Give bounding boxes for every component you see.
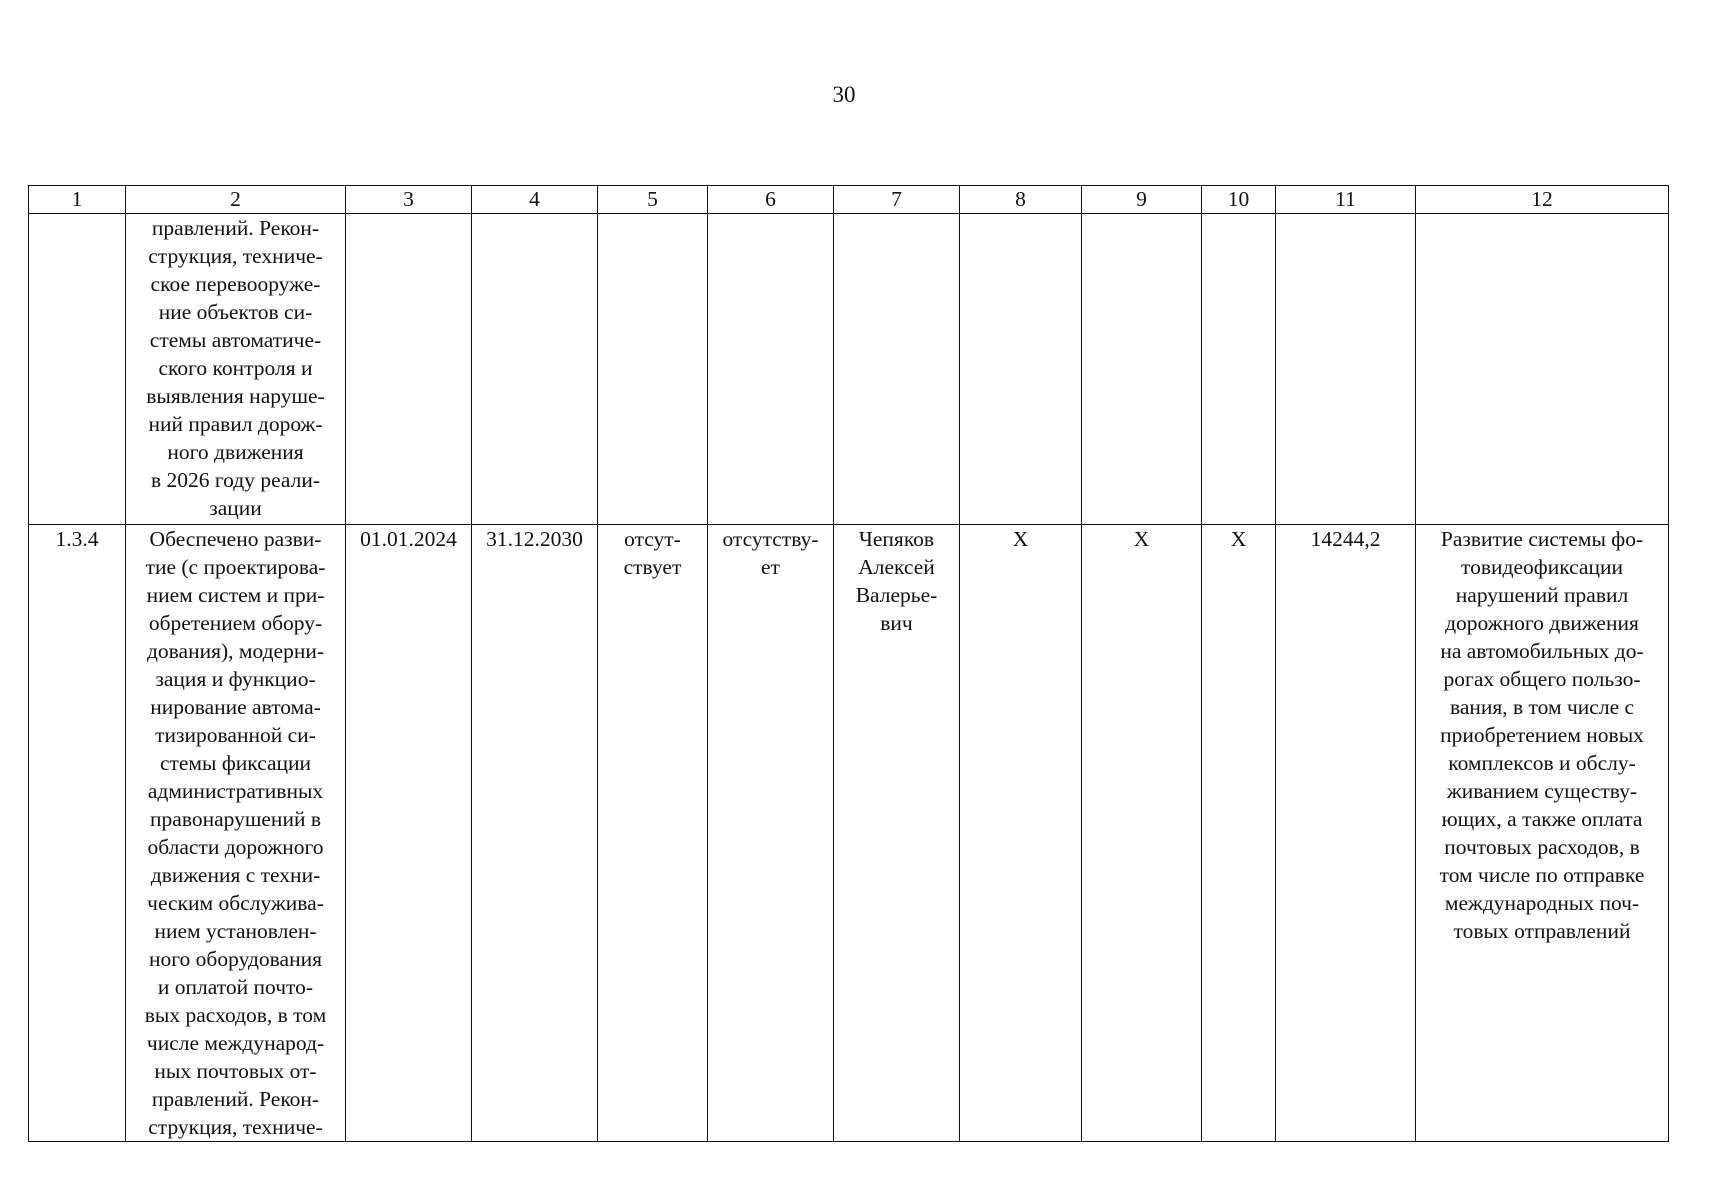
header-cell: 6 [708, 186, 834, 214]
header-cell: 10 [1202, 186, 1276, 214]
text-line: вания, в том числе с [1449, 695, 1635, 719]
col5-cell [598, 525, 708, 1142]
header-cell: 3 [346, 186, 472, 214]
text-line: отсутству- [722, 527, 819, 551]
header-cell: 8 [960, 186, 1082, 214]
text-line: отсут- [624, 527, 681, 551]
text-line: Валерье- [855, 583, 938, 607]
header-cell: 11 [1276, 186, 1416, 214]
text-line: ского контроля и [158, 356, 313, 380]
continued-description-cell [126, 214, 346, 525]
text-line: тизированной си- [155, 723, 316, 747]
text-line: административных [147, 779, 324, 803]
text-line: в 2026 году реали- [150, 468, 321, 492]
text-line: правонарушений в [150, 807, 321, 831]
empty-cell [598, 214, 708, 525]
text-line: почтовых расходов, в [1444, 835, 1640, 859]
header-cell: 12 [1416, 186, 1669, 214]
header-cell: 5 [598, 186, 708, 214]
text-line: приобретением новых [1440, 723, 1644, 747]
text-line: дорожного движения [1445, 611, 1639, 635]
text-line: ного движения [167, 440, 304, 464]
header-cell: 9 [1082, 186, 1202, 214]
responsible-person-cell [834, 525, 960, 1142]
empty-cell [834, 214, 960, 525]
text-line: струкция, техниче- [148, 244, 323, 268]
text-line: ющих, а также оплата [1441, 807, 1643, 831]
header-cell: 1 [29, 186, 126, 214]
text-line: ское перевооруже- [150, 272, 321, 296]
empty-cell [1276, 214, 1416, 525]
text-line: числе международ- [146, 1031, 325, 1055]
text-line: струкция, техниче- [148, 1115, 323, 1139]
col10-cell: X [1202, 525, 1276, 1142]
text-line: живанием существу- [1446, 779, 1638, 803]
empty-cell [472, 214, 598, 525]
text-line: ного оборудования [149, 947, 322, 971]
text-line: товых отправлений [1453, 919, 1631, 943]
header-cell: 2 [126, 186, 346, 214]
text-line: Чепяков [858, 527, 935, 551]
text-line: зации [209, 496, 262, 520]
table-row [29, 214, 1669, 525]
text-line: стемы автоматиче- [149, 328, 322, 352]
empty-cell [708, 214, 834, 525]
text-line: Развитие системы фо- [1440, 527, 1644, 551]
empty-cell [1202, 214, 1276, 525]
text-line: том числе по отправке [1439, 863, 1645, 887]
text-line: Алексей [858, 555, 935, 579]
text-line: нирование автома- [150, 695, 321, 719]
plan-table [28, 185, 1669, 1142]
empty-cell [960, 214, 1082, 525]
text-line: движения с техни- [150, 863, 321, 887]
text-line: зация и функцио- [155, 667, 316, 691]
text-line: ческим обслужива- [147, 891, 324, 915]
result-cell [1416, 525, 1669, 1142]
empty-cell [29, 214, 126, 525]
text-line: товидеофиксации [1461, 555, 1623, 579]
empty-cell [346, 214, 472, 525]
text-line: обретением обору- [148, 611, 323, 635]
text-line: ствует [623, 555, 682, 579]
header-cell: 4 [472, 186, 598, 214]
empty-cell [1416, 214, 1669, 525]
col9-cell: X [1082, 525, 1202, 1142]
text-line: ние объектов си- [158, 300, 313, 324]
text-line: ет [761, 555, 780, 579]
text-line: и оплатой почто- [157, 975, 314, 999]
text-line: выявления наруше- [146, 384, 325, 408]
text-line: стемы фиксации [159, 751, 312, 775]
text-line: нием установлен- [154, 919, 317, 943]
text-line: правлений. Рекон- [151, 216, 320, 240]
text-line: вич [880, 611, 913, 635]
description-cell [126, 525, 346, 1142]
text-line: дования), модерни- [146, 639, 325, 663]
header-cell: 7 [834, 186, 960, 214]
text-line: на автомобильных до- [1440, 639, 1644, 663]
text-line: правлений. Рекон- [151, 1087, 320, 1111]
text-line: вых расходов, в том [144, 1003, 327, 1027]
col8-cell: X [960, 525, 1082, 1142]
text-line: ний правил дорож- [148, 412, 323, 436]
row-number-cell: 1.3.4 [29, 525, 126, 1142]
text-line: нием систем и при- [146, 583, 325, 607]
text-line: комплексов и обслу- [1448, 751, 1636, 775]
col6-cell [708, 525, 834, 1142]
text-line: области дорожного [147, 835, 324, 859]
text-line: рогах общего пользо- [1443, 667, 1641, 691]
end-date-cell: 31.12.2030 [472, 525, 598, 1142]
text-line: нарушений правил [1455, 583, 1629, 607]
table-row [29, 525, 1669, 1142]
text-line: ных почтовых от- [154, 1059, 317, 1083]
text-line: Обеспечено разви- [149, 527, 322, 551]
empty-cell [1082, 214, 1202, 525]
page-number: 30 [832, 82, 856, 107]
amount-cell: 14244,2 [1276, 525, 1416, 1142]
text-line: международных поч- [1444, 891, 1640, 915]
table-header-row [29, 186, 1669, 214]
start-date-cell: 01.01.2024 [346, 525, 472, 1142]
text-line: тие (с проектирова- [145, 555, 326, 579]
